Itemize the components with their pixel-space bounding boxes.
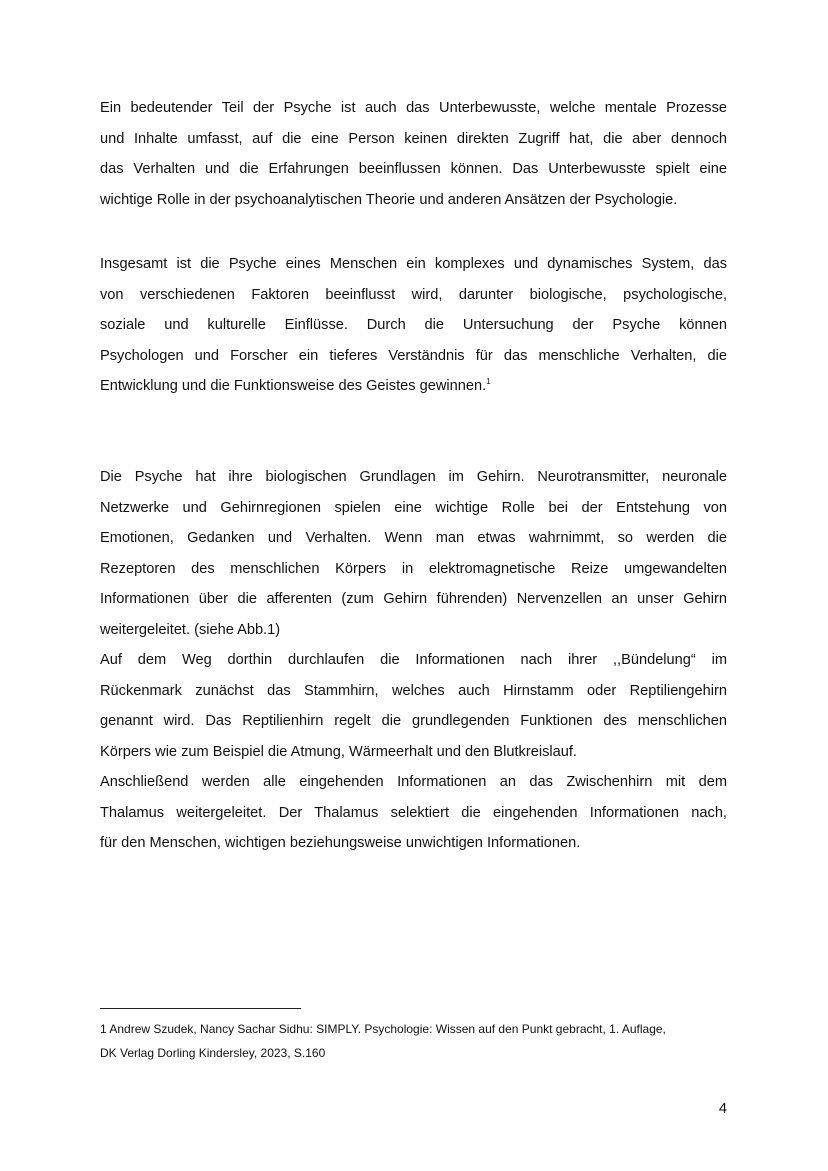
paragraph-psyche-system [100, 249, 727, 402]
text-line [100, 737, 727, 768]
text-line [100, 93, 727, 124]
text-line [100, 280, 727, 311]
text-line [100, 554, 727, 585]
page-number: 4 [718, 1101, 727, 1117]
text-line [100, 523, 727, 554]
text-line-content: Rückenmark zunächst das Stammhirn, welches auch Hirnstamm oder Reptiliengehirn [100, 682, 727, 699]
text-line-content: Informationen über die afferenten (zum Gehirn führenden) Nervenzellen an unser Gehirn [100, 591, 727, 607]
text-line [100, 124, 727, 155]
text-line-content: das Verhalten und die Erfahrungen beeinflussen können. Das Unterbewusste spielt eine [100, 161, 727, 177]
paragraph-unconscious [100, 93, 727, 215]
text-line-content: Auf dem Weg dorthin durchlaufen die Informationen nach ihrer ,,Bündelung“ im [100, 652, 727, 668]
text-line-content: wichtige Rolle in der psychoanalytischen Theorie und anderen Ansätzen der Psychologie. [100, 191, 678, 208]
text-line-content: Psychologen und Forscher ein tieferes Verständnis für das menschliche Verhalten, die [100, 347, 727, 364]
text-line-content: Die Psyche hat ihre biologischen Grundlagen im Gehirn. Neurotransmitter, neuronale [100, 469, 727, 485]
text-line [100, 154, 727, 185]
text-line [100, 706, 727, 737]
text-line-content: Insgesamt ist die Psyche eines Menschen ein komplexes und dynamisches System, das [100, 256, 727, 272]
paragraph-brainstem [100, 645, 727, 767]
text-line [100, 310, 727, 341]
text-line [100, 615, 727, 646]
text-line [100, 767, 727, 798]
text-line-content: Netzwerke und Gehirnregionen spielen eine wichtige Rolle bei der Entstehung von [100, 499, 727, 516]
text-line-content: Ein bedeutender Teil der Psyche ist auch das Unterbewusste, welche mentale Prozesse [100, 100, 727, 116]
text-line [100, 798, 727, 829]
text-line [100, 645, 727, 676]
text-line-content: Thalamus weitergeleitet. Der Thalamus selektiert die eingehenden Informationen nach, [100, 804, 727, 821]
text-line [100, 828, 727, 859]
text-line-content: soziale und kulturelle Einflüsse. Durch die Untersuchung der Psyche können [100, 317, 727, 333]
footnote-reference[interactable]: 1 [486, 377, 491, 386]
text-line [100, 676, 727, 707]
text-line [100, 371, 727, 402]
paragraph-biological-basis [100, 462, 727, 645]
text-line-content: weitergeleitet. (siehe Abb.1) [100, 621, 281, 638]
text-line-content: Körpers wie zum Beispiel die Atmung, Wärmeerhalt und den Blutkreislauf. [100, 743, 577, 760]
text-line-content: von verschiedenen Faktoren beeinflusst wird, darunter biologische, psychologische, [100, 286, 727, 303]
text-line [100, 249, 727, 280]
footnote-line: 1 Andrew Szudek, Nancy Sachar Sidhu: SIMPLY. Psychologie: Wissen auf den Punkt gebracht, 1. Auflage, [100, 1022, 666, 1036]
text-line [100, 584, 727, 615]
text-line-content: Emotionen, Gedanken und Verhalten. Wenn man etwas wahrnimmt, so werden die [100, 530, 727, 546]
footnote-line: DK Verlag Dorling Kindersley, 2023, S.160 [100, 1046, 326, 1060]
text-line-content: für den Menschen, wichtigen beziehungsweise unwichtigen Informationen. [100, 835, 581, 851]
paragraph-thalamus [100, 767, 727, 859]
footnote-separator [100, 1008, 301, 1009]
text-line-content: und Inhalte umfasst, auf die eine Person keinen direkten Zugriff hat, die aber dennoch [100, 130, 727, 147]
text-line-content: Anschließend werden alle eingehenden Informationen an das Zwischenhirn mit dem [100, 774, 727, 790]
text-line [100, 341, 727, 372]
text-line [100, 185, 727, 216]
text-line-content: genannt wird. Das Reptilienhirn regelt die grundlegenden Funktionen des menschlichen [100, 713, 727, 729]
text-line [100, 462, 727, 493]
footnote [100, 1017, 727, 1065]
text-line-content: Entwicklung und die Funktionsweise des Geistes gewinnen. [100, 378, 487, 394]
text-line [100, 493, 727, 524]
text-line-content: Rezeptoren des menschlichen Körpers in elektromagnetische Reize umgewandelten [100, 560, 727, 577]
